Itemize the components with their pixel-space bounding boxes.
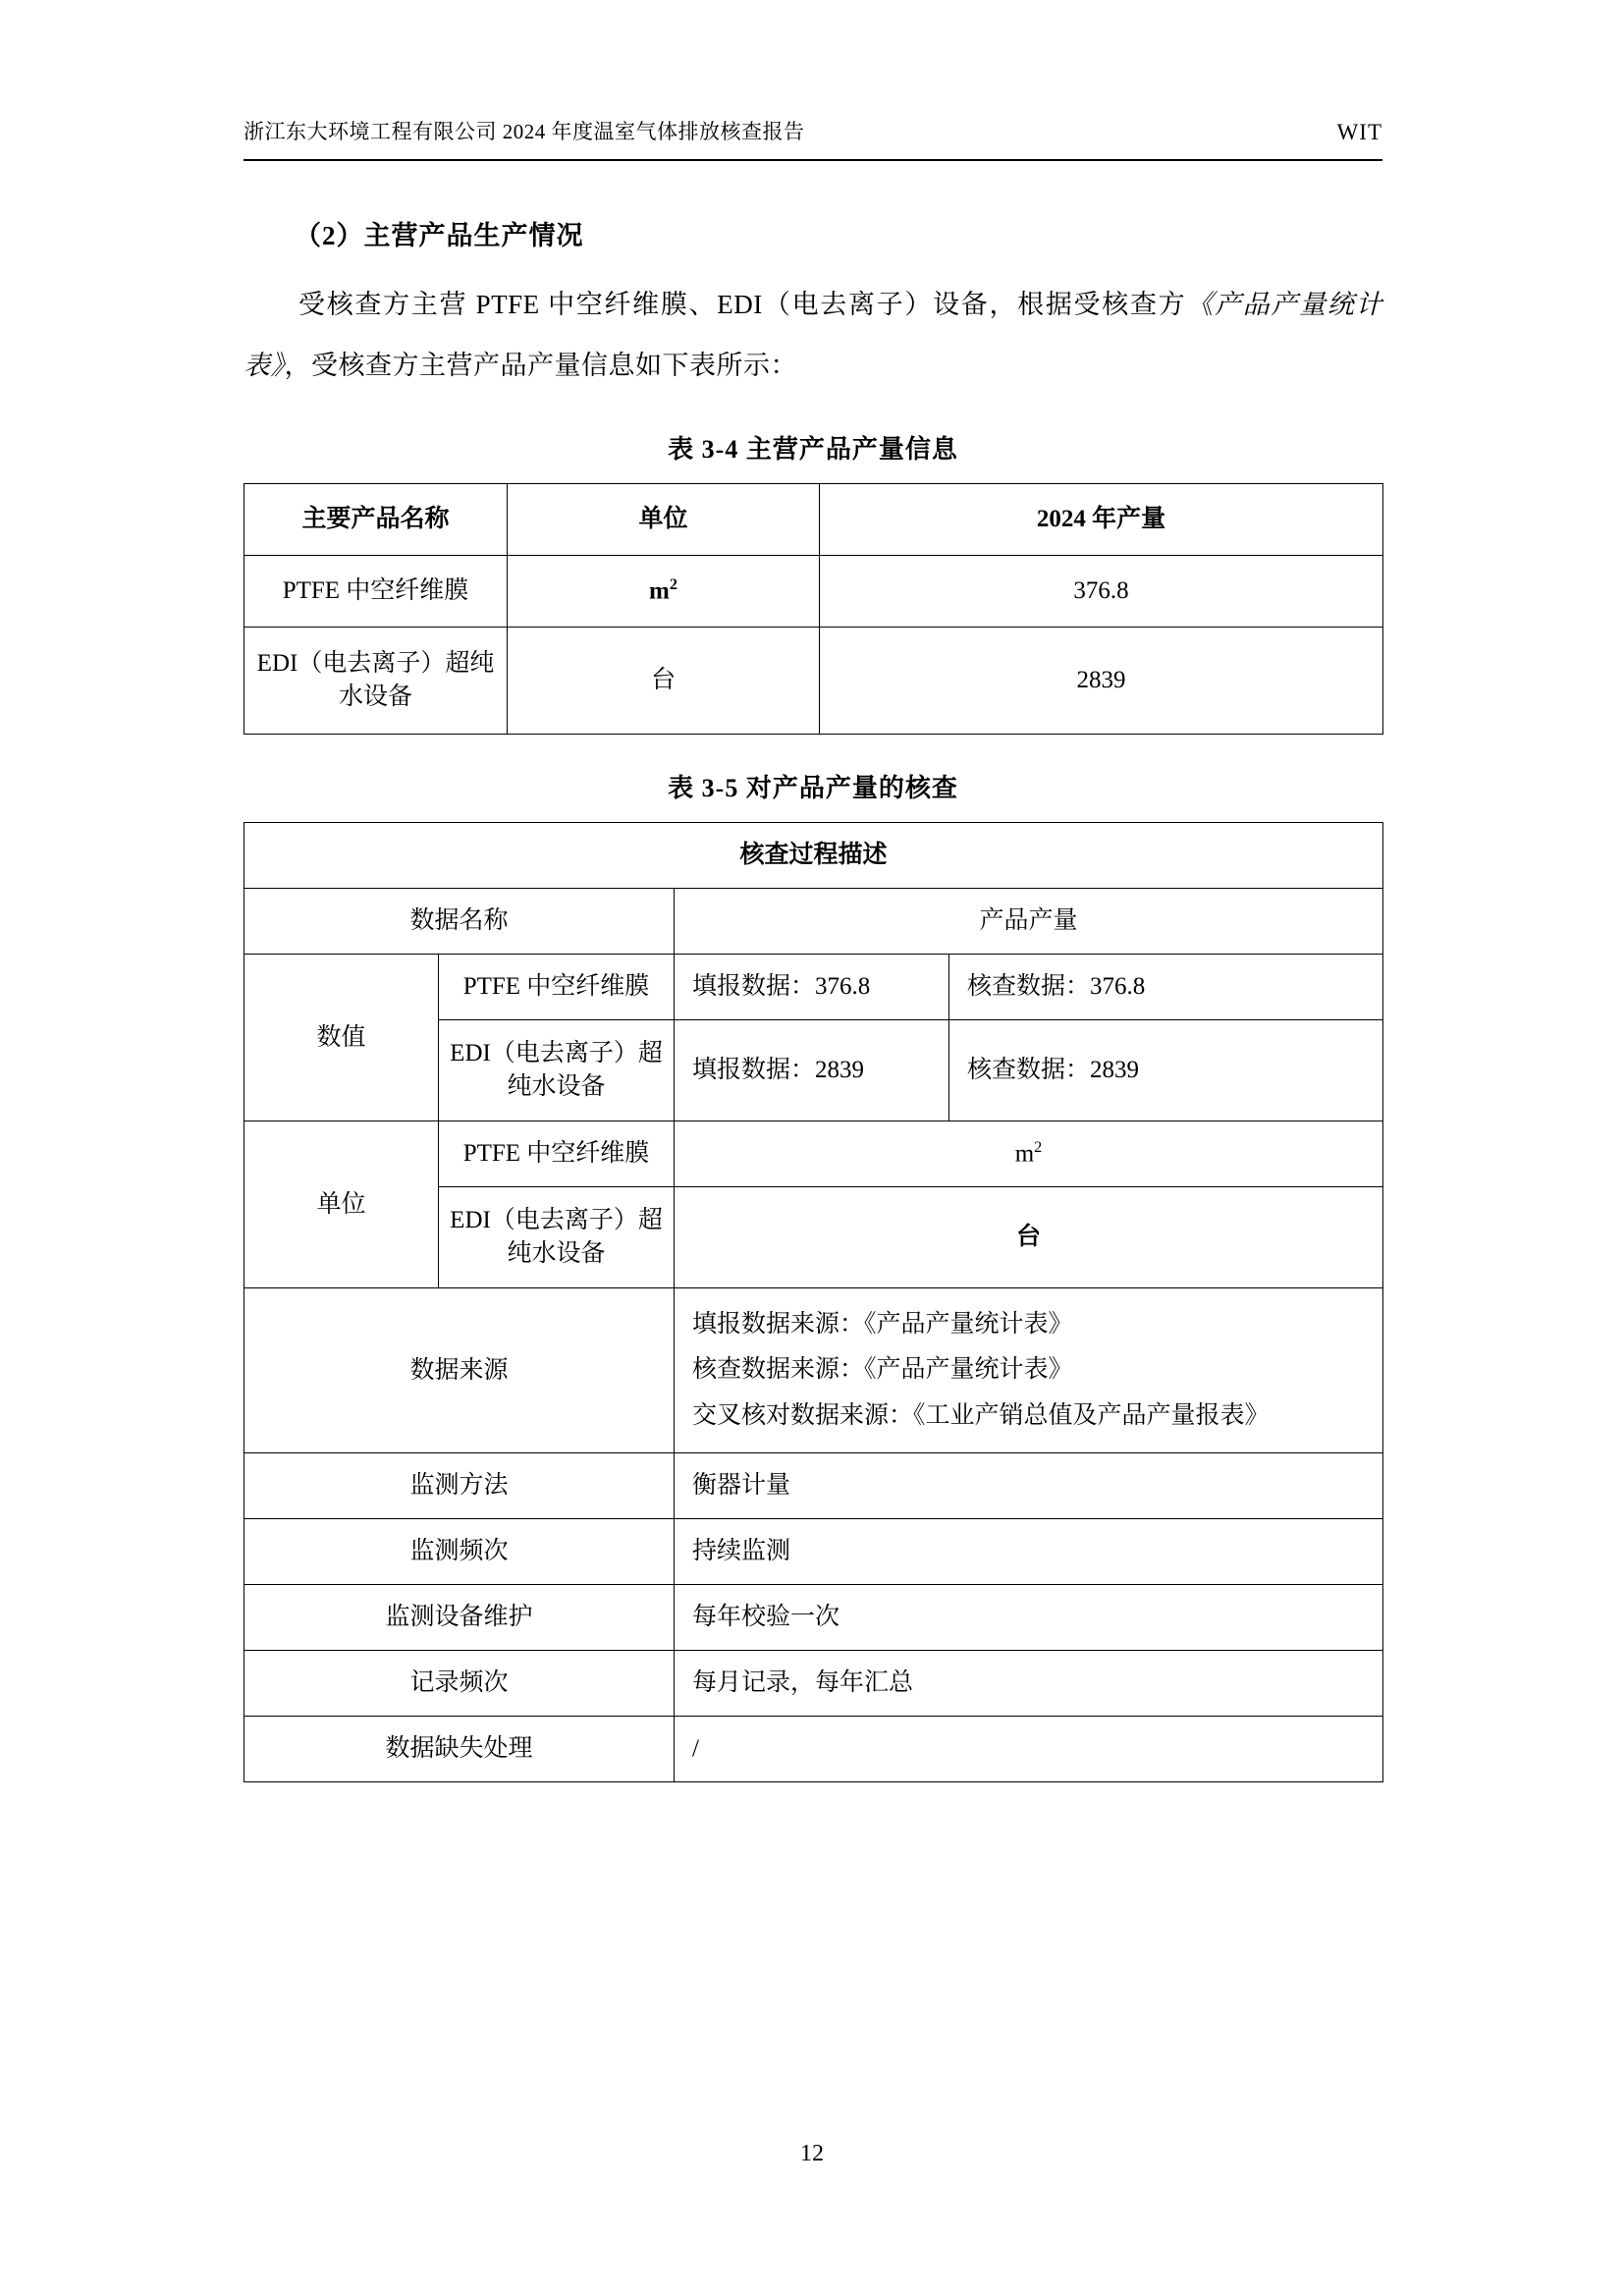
table-row: [244, 1452, 1383, 1518]
t35-value-verified-1: 核查数据：376.8: [949, 955, 1383, 1020]
table-3-5-caption: 表 3-5 对产品产量的核查: [668, 774, 958, 802]
t35-unit-value-1: [675, 1121, 1383, 1187]
header-logo-wit: WIT: [1336, 120, 1382, 144]
table-row: [244, 889, 1383, 955]
t34-r2-unit: 台: [508, 628, 820, 735]
t35-tail-label-4: 数据缺失处理: [244, 1716, 675, 1781]
t35-tail-label-2: 监测设备维护: [244, 1584, 675, 1650]
t35-data-name-label: 数据名称: [244, 889, 675, 955]
t35-unit-value-2: 台: [675, 1187, 1383, 1288]
t35-tail-value-4: /: [675, 1716, 1383, 1781]
t35-value-product-2: EDI（电去离子）超纯水设备: [439, 1020, 675, 1121]
t35-source-label: 数据来源: [244, 1288, 675, 1453]
t35-tail-value-0: 衡器计量: [675, 1452, 1383, 1518]
t34-r1-unit: [508, 556, 820, 628]
t35-unit-value-1-sup: 2: [1034, 1137, 1043, 1156]
header-title-left: 浙江东大环境工程有限公司 2024 年度温室气体排放核查报告: [244, 120, 805, 143]
table-row: [244, 1584, 1383, 1650]
table-row: [244, 1121, 1383, 1187]
t34-header-unit: 单位: [508, 484, 820, 556]
table-3-4-caption: 表 3-4 主营产品产量信息: [668, 435, 958, 464]
t34-r2-name: EDI（电去离子）超纯水设备: [244, 628, 508, 735]
intro-paragraph-part1: 受核查方主营 PTFE 中空纤维膜、EDI（电去离子）设备，根据受核查方: [298, 290, 1187, 319]
t35-source-line-3: 交叉核对数据来源：《工业产销总值及产品产量报表》: [692, 1401, 1270, 1429]
t35-unit-label: 单位: [244, 1121, 439, 1288]
t34-header-output: 2024 年产量: [820, 484, 1383, 556]
header-divider: [244, 159, 1382, 161]
table-row: [244, 556, 1383, 628]
t34-r1-unit-text: m: [649, 577, 670, 605]
table-row: [244, 1650, 1383, 1716]
table-row: [244, 1288, 1383, 1453]
intro-paragraph: [244, 274, 1382, 396]
t34-r1-name: PTFE 中空纤维膜: [244, 556, 508, 628]
t35-tail-value-2: 每年校验一次: [675, 1584, 1383, 1650]
intro-paragraph-book-title: 《产品产量统计表》: [244, 290, 1383, 380]
table-row: [244, 628, 1383, 735]
t35-tail-label-1: 监测频次: [244, 1518, 675, 1584]
intro-paragraph-part2: ，受核查方主营产品产量信息如下表所示：: [284, 351, 797, 380]
table-row: [244, 823, 1383, 889]
t35-value-reported-2: 填报数据：2839: [675, 1020, 949, 1121]
t34-r2-value: 2839: [820, 628, 1383, 735]
t35-tail-label-3: 记录频次: [244, 1650, 675, 1716]
t35-value-verified-2: 核查数据：2839: [949, 1020, 1383, 1121]
t35-source-value: [675, 1288, 1383, 1453]
t34-r1-value: 376.8: [820, 556, 1383, 628]
t34-r1-unit-sup: 2: [669, 574, 677, 593]
table-3-5: [244, 822, 1383, 1782]
t35-source-line-2: 核查数据来源：《产品产量统计表》: [692, 1356, 1073, 1384]
table-row-header: [244, 484, 1383, 556]
t35-value-label: 数值: [244, 955, 439, 1121]
table-row: [244, 955, 1383, 1020]
t35-value-reported-1: 填报数据：376.8: [675, 955, 949, 1020]
table-row: [244, 1716, 1383, 1781]
t35-unit-value-1-text: m: [1014, 1140, 1035, 1168]
t35-source-line-1: 填报数据来源：《产品产量统计表》: [692, 1311, 1073, 1338]
t35-unit-product-1: PTFE 中空纤维膜: [439, 1121, 675, 1187]
section-heading: （2）主营产品生产情况: [295, 221, 584, 250]
t35-unit-product-2: EDI（电去离子）超纯水设备: [439, 1187, 675, 1288]
t35-tail-value-1: 持续监测: [675, 1518, 1383, 1584]
t34-header-name: 主要产品名称: [244, 484, 508, 556]
page-number: 12: [800, 2141, 824, 2166]
table-3-4: [244, 483, 1383, 735]
page-header: [244, 116, 1382, 145]
t35-tail-label-0: 监测方法: [244, 1452, 675, 1518]
t35-tail-value-3: 每月记录，每年汇总: [675, 1650, 1383, 1716]
t35-data-name-value: 产品产量: [675, 889, 1383, 955]
t35-title: 核查过程描述: [244, 823, 1383, 889]
t35-value-product-1: PTFE 中空纤维膜: [439, 955, 675, 1020]
table-row: [244, 1518, 1383, 1584]
page-content: [244, 192, 1382, 1782]
